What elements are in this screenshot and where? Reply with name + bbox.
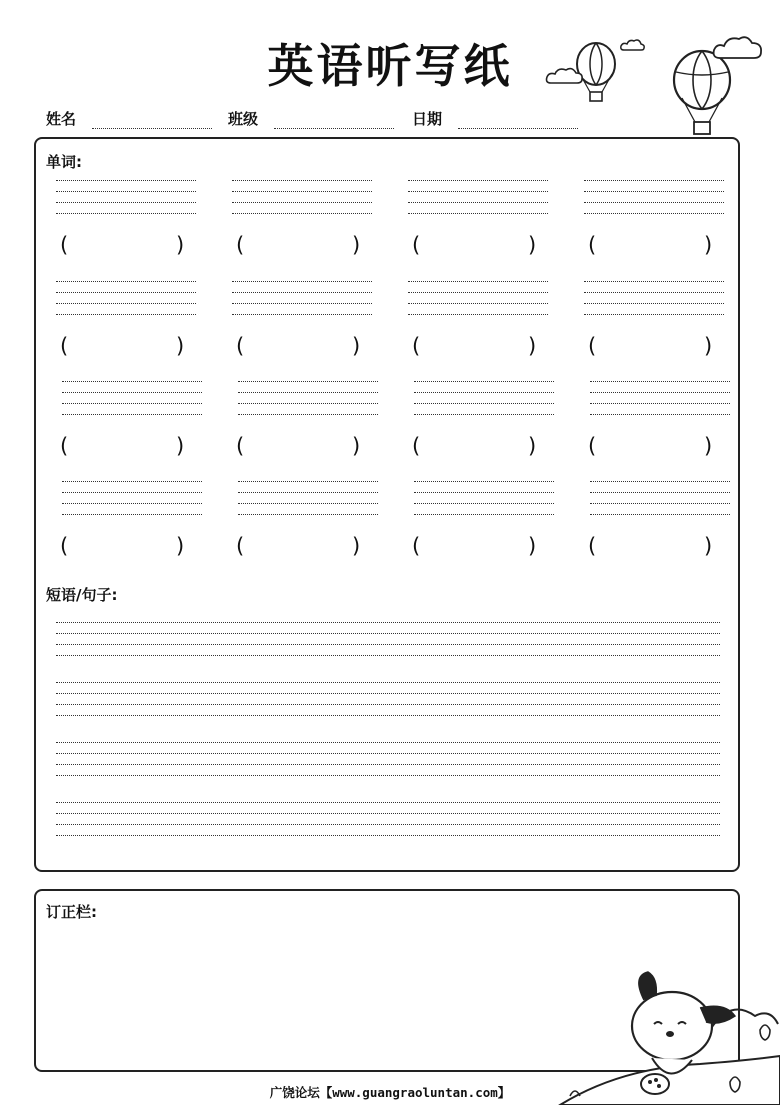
paren-close: ) [704, 534, 713, 558]
dotted-line [62, 392, 202, 393]
dotted-line [414, 403, 554, 404]
dotted-line [56, 191, 196, 192]
paren-close: ) [704, 434, 713, 458]
dotted-line [238, 492, 378, 493]
name-label: 姓名 [46, 110, 77, 128]
word-writing-lines[interactable] [414, 381, 554, 421]
dotted-line [590, 492, 730, 493]
dotted-line [232, 213, 372, 214]
dotted-line [238, 514, 378, 515]
paren-open: ( [236, 233, 245, 257]
dotted-line [414, 381, 554, 382]
dotted-line [408, 213, 548, 214]
paren-open: ( [588, 534, 597, 558]
dotted-line [414, 392, 554, 393]
word-writing-lines[interactable] [238, 481, 378, 521]
paren-open: ( [588, 334, 597, 358]
dotted-line [584, 202, 724, 203]
dotted-line [408, 180, 548, 181]
paren-close: ) [352, 434, 361, 458]
sentence-writing-line[interactable] [56, 813, 720, 814]
paren-close: ) [176, 534, 185, 558]
dotted-line [584, 314, 724, 315]
dotted-line [62, 403, 202, 404]
sentence-writing-line[interactable] [56, 753, 720, 754]
paren-open: ( [588, 434, 597, 458]
dotted-line [414, 514, 554, 515]
dotted-line [232, 303, 372, 304]
paren-open: ( [412, 334, 421, 358]
cloud-icon [712, 34, 764, 62]
word-writing-lines[interactable] [238, 381, 378, 421]
class-label: 班级 [228, 110, 259, 128]
dotted-line [238, 503, 378, 504]
paren-open: ( [236, 334, 245, 358]
dotted-line [584, 303, 724, 304]
paren-close: ) [528, 434, 537, 458]
dotted-line [584, 191, 724, 192]
dotted-line [590, 481, 730, 482]
paren-open: ( [412, 233, 421, 257]
dotted-line [238, 392, 378, 393]
dotted-line [56, 292, 196, 293]
date-label: 日期 [412, 110, 443, 128]
dotted-line [584, 292, 724, 293]
sentence-writing-line[interactable] [56, 835, 720, 836]
dotted-line [238, 481, 378, 482]
sentence-writing-line[interactable] [56, 824, 720, 825]
word-writing-lines[interactable] [414, 481, 554, 521]
word-writing-lines[interactable] [62, 481, 202, 521]
paren-open: ( [236, 534, 245, 558]
words-label: 单词: [46, 153, 82, 171]
dotted-line [408, 202, 548, 203]
dotted-line [232, 281, 372, 282]
dotted-line [408, 303, 548, 304]
dotted-line [408, 292, 548, 293]
word-writing-lines[interactable] [232, 180, 372, 220]
sentence-writing-line[interactable] [56, 682, 720, 683]
paren-close: ) [528, 233, 537, 257]
dotted-line [414, 492, 554, 493]
dotted-line [590, 514, 730, 515]
paren-close: ) [704, 334, 713, 358]
paren-open: ( [60, 334, 69, 358]
paren-close: ) [352, 233, 361, 257]
dotted-line [62, 492, 202, 493]
paren-close: ) [528, 334, 537, 358]
paren-open: ( [60, 534, 69, 558]
dotted-line [62, 481, 202, 482]
sentence-writing-line[interactable] [56, 644, 720, 645]
dotted-line [232, 180, 372, 181]
dotted-line [414, 503, 554, 504]
dotted-line [62, 514, 202, 515]
dotted-line [56, 281, 196, 282]
dotted-line [414, 414, 554, 415]
dotted-line [408, 281, 548, 282]
dotted-line [590, 381, 730, 382]
word-writing-lines[interactable] [56, 281, 196, 321]
sentence-writing-line[interactable] [56, 775, 720, 776]
word-writing-lines[interactable] [56, 180, 196, 220]
dotted-line [62, 381, 202, 382]
class-field[interactable] [274, 128, 394, 129]
paren-open: ( [588, 233, 597, 257]
dotted-line [232, 314, 372, 315]
sentence-writing-line[interactable] [56, 633, 720, 634]
dotted-line [590, 414, 730, 415]
sentence-writing-line[interactable] [56, 742, 720, 743]
info-row [0, 108, 780, 134]
word-writing-lines[interactable] [232, 281, 372, 321]
sentences-label: 短语/句子: [46, 586, 118, 604]
dotted-line [232, 191, 372, 192]
name-field[interactable] [92, 128, 212, 129]
paren-close: ) [704, 233, 713, 257]
word-writing-lines[interactable] [408, 281, 548, 321]
dotted-line [408, 314, 548, 315]
word-writing-lines[interactable] [62, 381, 202, 421]
cloud-icon [620, 37, 646, 53]
corrections-label: 订正栏: [46, 903, 97, 921]
paren-open: ( [236, 434, 245, 458]
page-title: 英语听写纸 [267, 39, 513, 93]
dotted-line [56, 202, 196, 203]
sentence-writing-line[interactable] [56, 764, 720, 765]
paren-close: ) [176, 233, 185, 257]
paren-close: ) [528, 534, 537, 558]
footer-text: 广饶论坛【www.guangraoluntan.com】 [269, 1085, 511, 1100]
paren-close: ) [352, 534, 361, 558]
paren-open: ( [60, 434, 69, 458]
dotted-line [56, 314, 196, 315]
cloud-icon [545, 66, 585, 86]
word-writing-lines[interactable] [408, 180, 548, 220]
paren-close: ) [176, 434, 185, 458]
paren-open: ( [412, 434, 421, 458]
dotted-line [232, 292, 372, 293]
dotted-line [238, 414, 378, 415]
paren-close: ) [176, 334, 185, 358]
sentence-writing-line[interactable] [56, 715, 720, 716]
paren-close: ) [352, 334, 361, 358]
dotted-line [590, 392, 730, 393]
paren-open: ( [412, 534, 421, 558]
dotted-line [56, 213, 196, 214]
dotted-line [232, 202, 372, 203]
dotted-line [590, 403, 730, 404]
dotted-line [56, 180, 196, 181]
dotted-line [62, 414, 202, 415]
word-writing-lines[interactable] [590, 481, 730, 521]
dotted-line [590, 503, 730, 504]
dotted-line [62, 503, 202, 504]
sentence-writing-line[interactable] [56, 693, 720, 694]
date-field[interactable] [458, 128, 578, 129]
word-writing-lines[interactable] [590, 381, 730, 421]
dotted-line [584, 180, 724, 181]
paren-open: ( [60, 233, 69, 257]
word-writing-lines[interactable] [584, 180, 724, 220]
sentence-writing-line[interactable] [56, 802, 720, 803]
dotted-line [584, 213, 724, 214]
dotted-line [56, 303, 196, 304]
dotted-line [238, 403, 378, 404]
dotted-line [408, 191, 548, 192]
dotted-line [584, 281, 724, 282]
word-writing-lines[interactable] [584, 281, 724, 321]
dotted-line [414, 481, 554, 482]
dotted-line [238, 381, 378, 382]
sentence-writing-line[interactable] [56, 622, 720, 623]
sentence-writing-line[interactable] [56, 655, 720, 656]
sentence-writing-line[interactable] [56, 704, 720, 705]
